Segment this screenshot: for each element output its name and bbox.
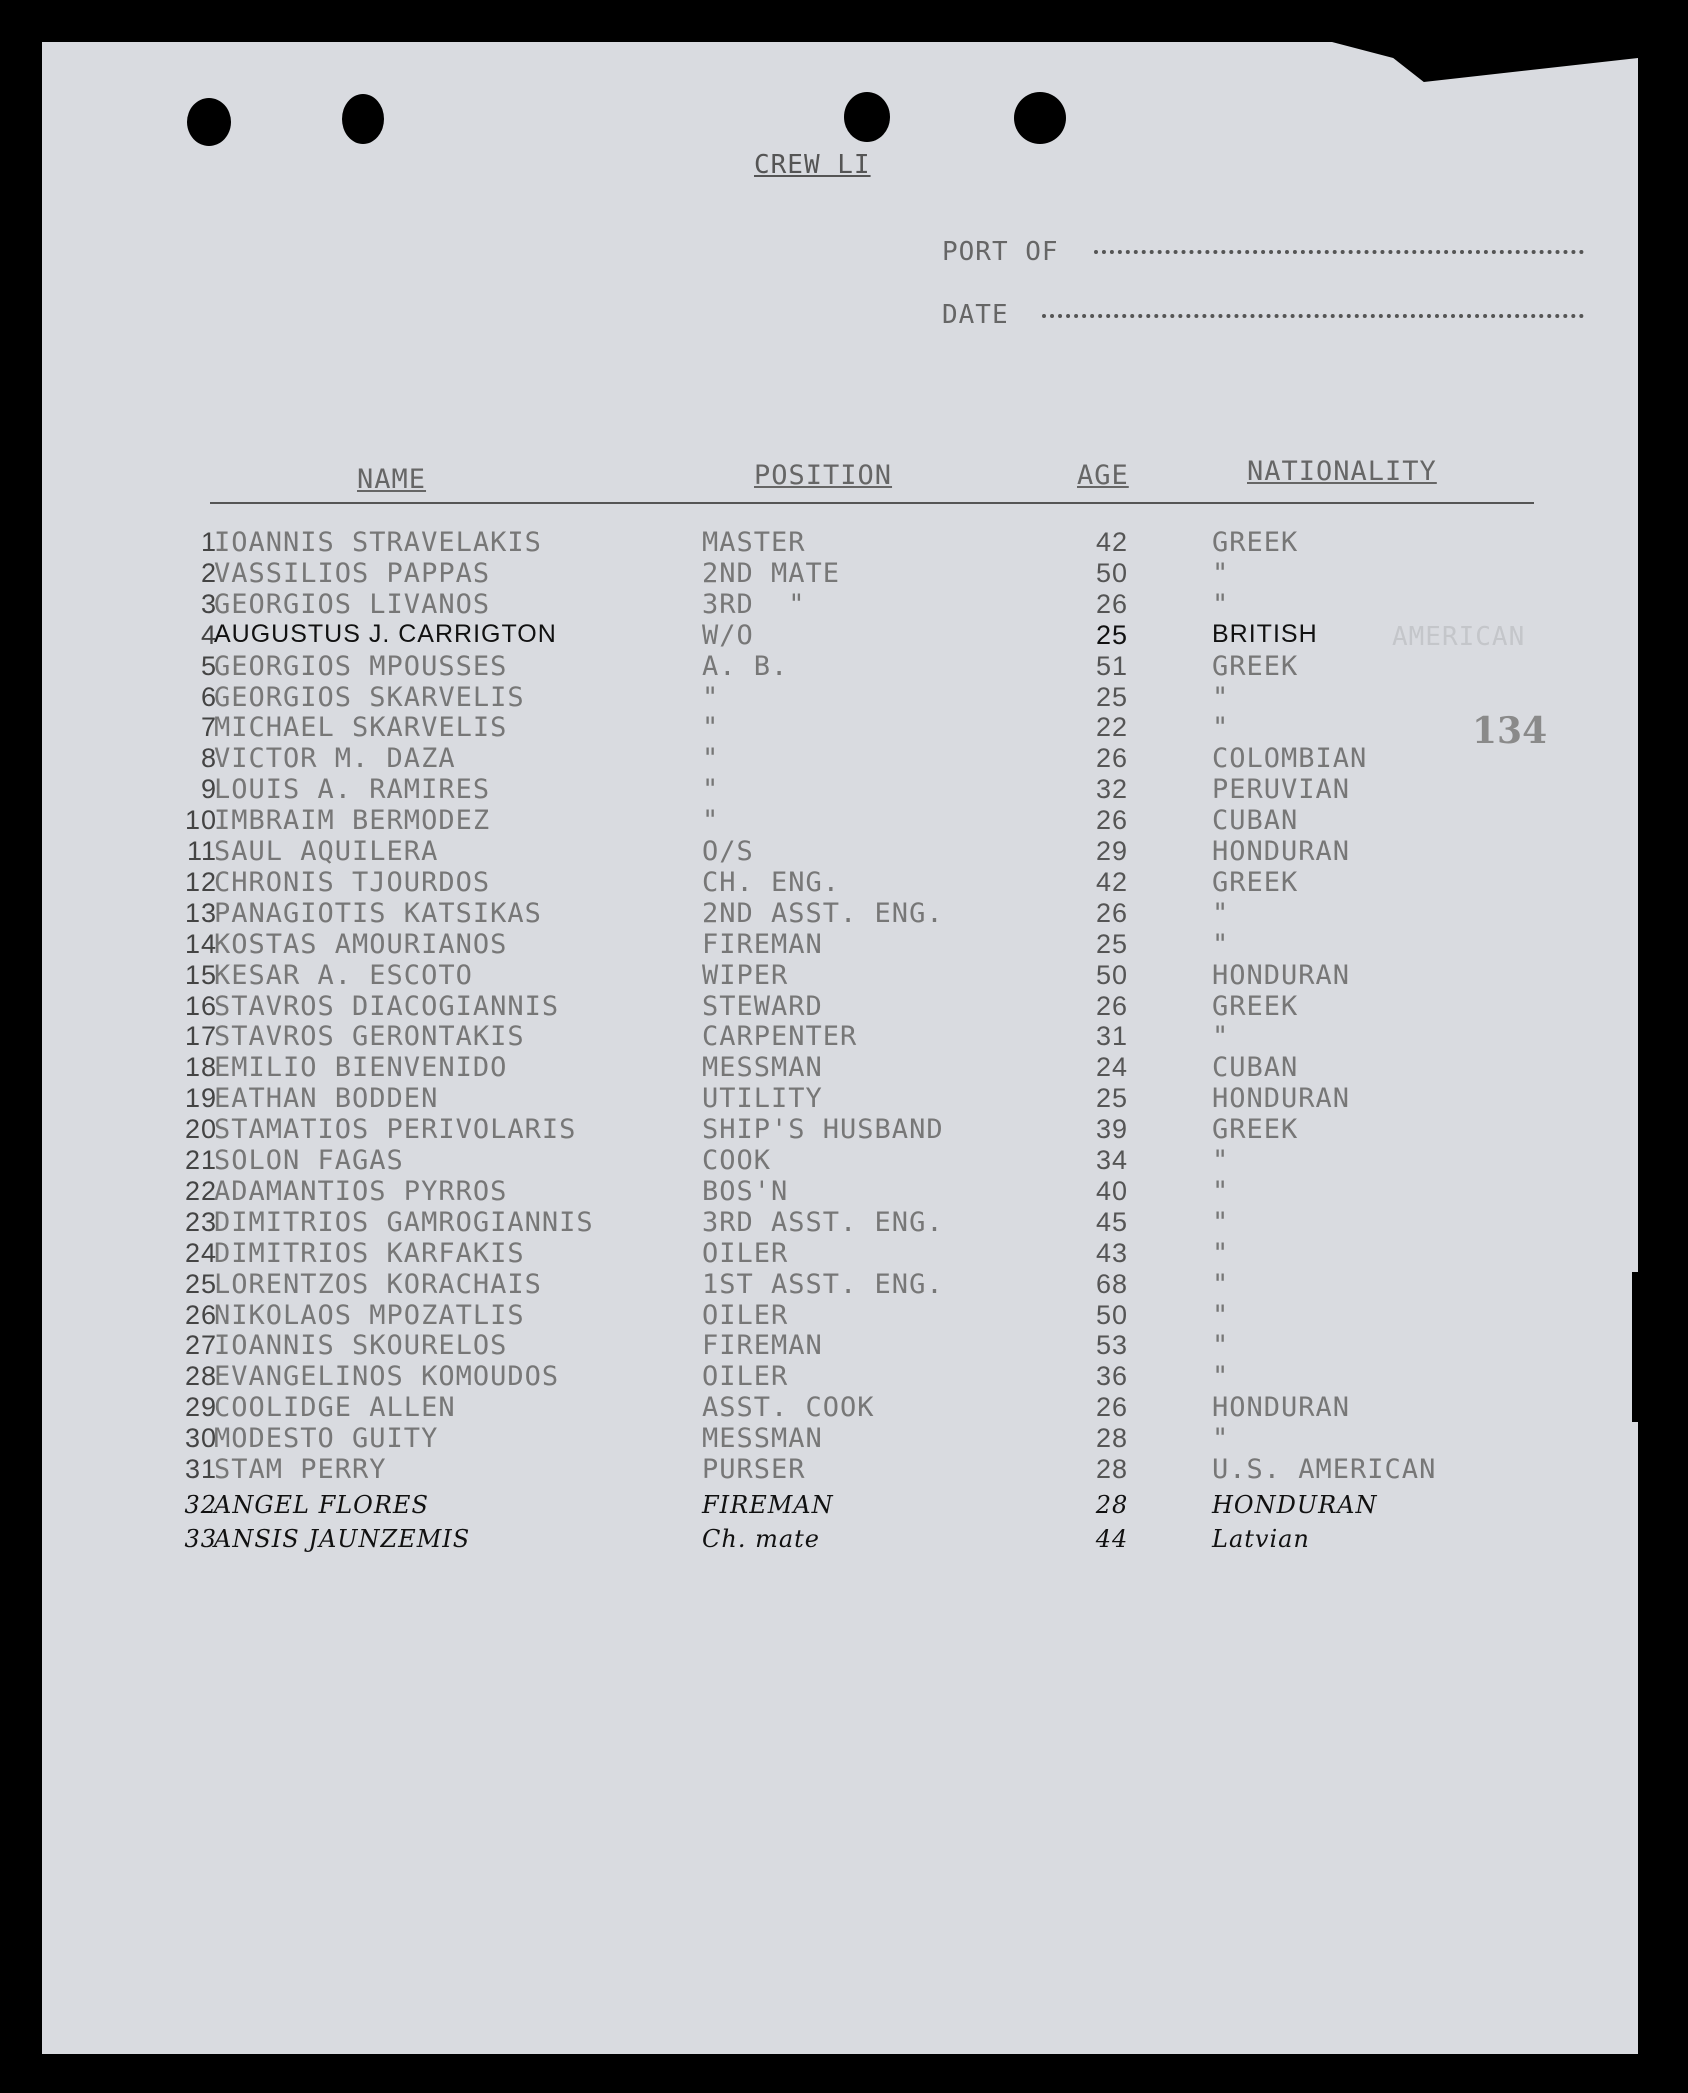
table-row [42, 620, 1638, 651]
crew-age: 25 [1095, 681, 1129, 712]
table-row [42, 743, 1638, 774]
crew-nationality: HONDURAN [1212, 959, 1351, 991]
crew-age: 39 [1095, 1114, 1129, 1145]
crew-age: 31 [1095, 1021, 1129, 1052]
crew-age: 51 [1095, 650, 1129, 681]
crew-name: STAVROS DIACOGIANNIS [214, 990, 560, 1022]
crew-position: PURSER [702, 1454, 806, 1485]
row-number: 15 [184, 959, 217, 990]
crew-age: 26 [1095, 1392, 1129, 1423]
crew-position: OILER [702, 1299, 789, 1331]
table-row [42, 1269, 1638, 1300]
crew-position: MESSMAN [702, 1423, 823, 1455]
table-row [42, 558, 1638, 589]
faded-overtyped-text: AMERICAN [1392, 622, 1526, 652]
crew-name: STAM PERRY [214, 1454, 387, 1485]
punch-hole-center [844, 92, 890, 142]
crew-age: 50 [1095, 557, 1129, 588]
crew-name: ADAMANTIOS PYRROS [214, 1175, 508, 1207]
table-row [42, 589, 1638, 620]
port-of-label: PORT OF [942, 237, 1059, 267]
crew-position: Ch. mate [702, 1524, 820, 1553]
row-number: 12 [184, 866, 217, 897]
crew-nationality: " [1212, 897, 1230, 929]
row-number: 1 [200, 527, 217, 557]
row-number: 6 [200, 681, 217, 712]
crew-nationality: HONDURAN [1212, 1490, 1378, 1519]
crew-position: SHIP'S HUSBAND [702, 1114, 944, 1146]
crew-name: MICHAEL SKARVELIS [214, 712, 508, 744]
crew-age: 36 [1095, 1361, 1129, 1392]
crew-age: 26 [1095, 897, 1129, 928]
crew-nationality: " [1212, 681, 1230, 713]
crew-position: FIREMAN [702, 1330, 823, 1362]
row-number: 4 [200, 619, 217, 650]
row-number: 30 [184, 1423, 217, 1454]
crew-nationality: " [1212, 1361, 1230, 1393]
crew-nationality: " [1212, 1423, 1230, 1455]
crew-name: PANAGIOTIS KATSIKAS [214, 897, 542, 929]
crew-position: 2ND ASST. ENG. [702, 897, 944, 929]
table-row [42, 682, 1638, 713]
crew-position: BOS'N [702, 1175, 789, 1207]
crew-position: " [702, 805, 720, 837]
table-row [42, 867, 1638, 898]
crew-name: ANSIS JAUNZEMIS [214, 1524, 471, 1553]
table-row [42, 960, 1638, 991]
torn-corner [1332, 42, 1638, 82]
crew-nationality: U.S. AMERICAN [1212, 1454, 1437, 1485]
crew-name: SOLON FAGAS [214, 1145, 404, 1176]
crew-name: MODESTO GUITY [214, 1423, 439, 1455]
crew-age: 50 [1095, 1299, 1129, 1330]
row-number: 5 [200, 650, 217, 681]
table-row [42, 712, 1638, 743]
row-number: 28 [184, 1361, 217, 1392]
document-title: CREW LI [754, 150, 871, 180]
crew-nationality: GREEK [1212, 990, 1299, 1022]
row-number: 9 [200, 774, 217, 805]
crew-name: STAVROS GERONTAKIS [214, 1021, 525, 1053]
port-of-dotted-line [1094, 250, 1584, 254]
crew-position: " [702, 743, 720, 775]
row-number: 29 [184, 1392, 217, 1423]
crew-nationality: HONDURAN [1212, 836, 1351, 867]
table-row [42, 527, 1638, 558]
crew-age: 44 [1095, 1524, 1129, 1553]
crew-name: LORENTZOS KORACHAIS [214, 1268, 542, 1300]
crew-position: COOK [702, 1145, 772, 1176]
table-row [42, 1114, 1638, 1145]
crew-age: 43 [1095, 1237, 1129, 1268]
header-age: AGE [1077, 460, 1129, 491]
table-row [42, 1491, 1638, 1522]
header-position: POSITION [754, 460, 893, 491]
row-number: 8 [200, 743, 217, 774]
crew-nationality: " [1212, 928, 1230, 960]
row-number: 25 [184, 1268, 217, 1299]
crew-position: " [702, 712, 720, 744]
crew-name: ANGEL FLORES [214, 1490, 429, 1519]
row-number: 13 [184, 897, 217, 928]
crew-nationality: GREEK [1212, 650, 1299, 682]
crew-name: IOANNIS STRAVELAKIS [214, 527, 542, 558]
crew-age: 53 [1095, 1330, 1129, 1361]
table-row [42, 836, 1638, 867]
crew-age: 29 [1095, 836, 1129, 866]
table-row [42, 898, 1638, 929]
crew-position: 3RD " [702, 588, 806, 620]
table-row [42, 1392, 1638, 1423]
crew-nationality: " [1212, 1330, 1230, 1362]
crew-position: 3RD ASST. ENG. [702, 1206, 944, 1238]
table-row [42, 1330, 1638, 1361]
crew-position: " [702, 774, 720, 806]
row-number: 7 [200, 712, 217, 743]
crew-nationality: " [1212, 1206, 1230, 1238]
crew-name: GEORGIOS MPOUSSES [214, 650, 508, 682]
table-row [42, 1145, 1638, 1176]
crew-nationality: " [1212, 1299, 1230, 1331]
header-rule [210, 502, 1534, 504]
crew-nationality: " [1212, 1021, 1230, 1053]
crew-position: O/S [702, 836, 754, 867]
crew-name: SAUL AQUILERA [214, 836, 439, 867]
row-number: 10 [184, 805, 217, 836]
crew-name: DIMITRIOS KARFAKIS [214, 1237, 525, 1269]
crew-age: 25 [1095, 619, 1129, 650]
crew-name: AUGUSTUS J. CARRIGTON [214, 619, 557, 648]
date-label: DATE [942, 300, 1009, 330]
table-row [42, 805, 1638, 836]
row-number: 11 [186, 836, 217, 866]
crew-nationality: Latvian [1212, 1524, 1310, 1553]
crew-age: 26 [1095, 990, 1129, 1021]
crew-name: GEORGIOS LIVANOS [214, 588, 491, 620]
crew-age: 28 [1095, 1454, 1129, 1484]
crew-age: 28 [1095, 1490, 1129, 1519]
crew-age: 28 [1095, 1423, 1129, 1454]
crew-nationality: " [1212, 1145, 1230, 1176]
crew-age: 50 [1095, 959, 1129, 990]
crew-name: NIKOLAOS MPOZATLIS [214, 1299, 525, 1331]
row-number: 27 [184, 1330, 217, 1361]
table-row [42, 1525, 1638, 1556]
table-row [42, 1083, 1638, 1114]
crew-nationality: HONDURAN [1212, 1083, 1351, 1115]
crew-age: 26 [1095, 588, 1129, 619]
crew-name: DIMITRIOS GAMROGIANNIS [214, 1206, 594, 1238]
crew-nationality: BRITISH [1212, 619, 1318, 648]
crew-position: STEWARD [702, 990, 823, 1022]
crew-position: CARPENTER [702, 1021, 858, 1053]
crew-nationality: GREEK [1212, 1114, 1299, 1146]
table-row [42, 991, 1638, 1022]
punch-hole-right [1014, 92, 1066, 144]
crew-age: 42 [1095, 527, 1129, 557]
crew-age: 68 [1095, 1268, 1129, 1299]
table-row [42, 1176, 1638, 1207]
crew-name: KESAR A. ESCOTO [214, 959, 473, 991]
crew-age: 22 [1095, 712, 1129, 743]
crew-name: GEORGIOS SKARVELIS [214, 681, 525, 713]
document-page [42, 42, 1638, 2054]
crew-position: MESSMAN [702, 1052, 823, 1084]
row-number: 14 [184, 928, 217, 959]
crew-position: UTILITY [702, 1083, 823, 1115]
table-row [42, 1454, 1638, 1485]
crew-position: " [702, 681, 720, 713]
crew-nationality: COLOMBIAN [1212, 743, 1368, 775]
crew-position: 2ND MATE [702, 557, 841, 589]
date-dotted-line [1042, 314, 1584, 318]
crew-nationality: GREEK [1212, 866, 1299, 898]
crew-age: 26 [1095, 805, 1129, 836]
crew-nationality: " [1212, 1175, 1230, 1207]
crew-name: VASSILIOS PAPPAS [214, 557, 491, 589]
crew-position: OILER [702, 1361, 789, 1393]
page-number-stamp: 134 [1472, 710, 1548, 752]
row-number: 32 [184, 1490, 217, 1519]
table-row [42, 1052, 1638, 1083]
row-number: 21 [184, 1145, 217, 1175]
crew-nationality: GREEK [1212, 527, 1299, 558]
crew-nationality: " [1212, 588, 1230, 620]
crew-name: IMBRAIM BERMODEZ [214, 805, 491, 837]
table-row [42, 1207, 1638, 1238]
crew-age: 25 [1095, 1083, 1129, 1114]
row-number: 2 [200, 557, 217, 588]
row-number: 23 [184, 1206, 217, 1237]
crew-name: IOANNIS SKOURELOS [214, 1330, 508, 1362]
table-row [42, 1021, 1638, 1052]
table-row [42, 774, 1638, 805]
crew-position: OILER [702, 1237, 789, 1269]
table-row [42, 1238, 1638, 1269]
crew-name: EVANGELINOS KOMOUDOS [214, 1361, 560, 1393]
row-number: 3 [200, 588, 217, 619]
crew-position: FIREMAN [702, 928, 823, 960]
table-row [42, 1423, 1638, 1454]
crew-position: FIREMAN [702, 1490, 834, 1519]
crew-name: CHRONIS TJOURDOS [214, 866, 491, 898]
crew-age: 34 [1095, 1145, 1129, 1175]
crew-nationality: HONDURAN [1212, 1392, 1351, 1424]
row-number: 16 [184, 990, 217, 1021]
row-number: 22 [184, 1175, 217, 1206]
header-nationality: NATIONALITY [1247, 456, 1437, 487]
crew-nationality: " [1212, 712, 1230, 744]
crew-age: 45 [1095, 1206, 1129, 1237]
crew-age: 42 [1095, 866, 1129, 897]
crew-position: WIPER [702, 959, 789, 991]
crew-name: STAMATIOS PERIVOLARIS [214, 1114, 577, 1146]
crew-nationality: PERUVIAN [1212, 774, 1351, 806]
crew-age: 25 [1095, 928, 1129, 959]
crew-position: CH. ENG. [702, 866, 841, 898]
crew-position: MASTER [702, 527, 806, 558]
row-number: 17 [184, 1021, 217, 1052]
crew-position: A. B. [702, 650, 789, 682]
header-name: NAME [357, 464, 427, 495]
crew-age: 40 [1095, 1175, 1129, 1206]
crew-age: 26 [1095, 743, 1129, 774]
row-number: 18 [184, 1052, 217, 1083]
table-row [42, 1300, 1638, 1331]
punch-hole-middle-left [342, 94, 384, 144]
crew-age: 32 [1095, 774, 1129, 805]
row-number: 31 [184, 1454, 217, 1484]
crew-nationality: CUBAN [1212, 1052, 1299, 1084]
row-number: 26 [184, 1299, 217, 1330]
crew-position: W/O [702, 619, 754, 651]
crew-name: LOUIS A. RAMIRES [214, 774, 491, 806]
crew-nationality: " [1212, 557, 1230, 589]
row-number: 24 [184, 1237, 217, 1268]
row-number: 20 [184, 1114, 217, 1145]
crew-nationality: " [1212, 1268, 1230, 1300]
table-row [42, 1361, 1638, 1392]
crew-name: EATHAN BODDEN [214, 1083, 439, 1115]
crew-name: EMILIO BIENVENIDO [214, 1052, 508, 1084]
crew-name: VICTOR M. DAZA [214, 743, 456, 775]
crew-age: 24 [1095, 1052, 1129, 1083]
punch-hole-left [187, 98, 231, 146]
crew-name: KOSTAS AMOURIANOS [214, 928, 508, 960]
row-number: 19 [184, 1083, 217, 1114]
crew-position: ASST. COOK [702, 1392, 875, 1424]
table-row [42, 651, 1638, 682]
crew-nationality: CUBAN [1212, 805, 1299, 837]
crew-position: 1ST ASST. ENG. [702, 1268, 944, 1300]
row-number: 33 [184, 1524, 217, 1553]
crew-name: COOLIDGE ALLEN [214, 1392, 456, 1424]
table-row [42, 929, 1638, 960]
crew-nationality: " [1212, 1237, 1230, 1269]
